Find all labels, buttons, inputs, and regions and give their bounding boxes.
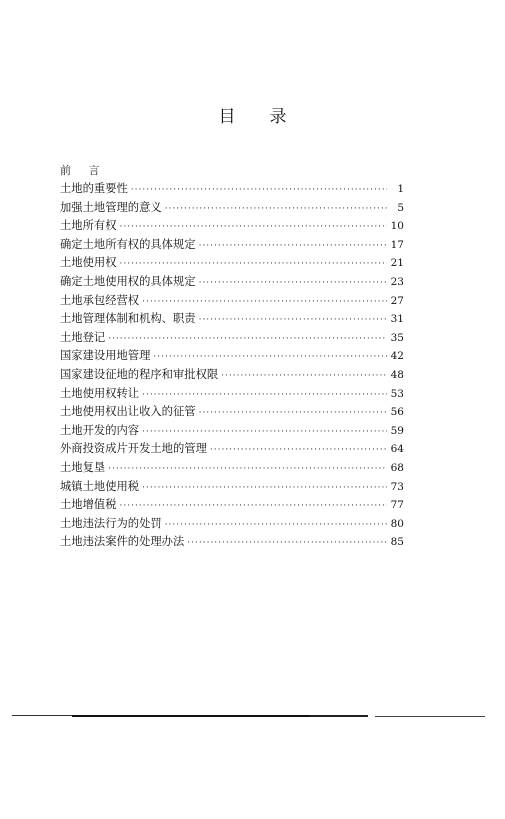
toc-entry [60,366,404,385]
toc-entry [60,385,404,404]
toc-entry-label: 土地使用权转让 [60,386,140,400]
toc-entry-label: 土地所有权 [60,219,117,233]
toc-entry [60,310,404,329]
toc-entry-page: 53 [390,387,404,400]
toc-entry-page: 10 [390,220,404,233]
toc-leader-dots [142,423,387,442]
toc-entry [60,329,404,348]
toc-entry-label: 土地使用权 [60,256,117,270]
toc-leader-dots [120,255,388,274]
toc-leader-dots [221,367,387,386]
toc-entry [60,403,404,422]
bottom-rule-segment [72,715,310,717]
toc-entry [60,478,404,497]
page-title [0,102,505,127]
toc-leader-dots [108,460,387,479]
toc-entry-label: 土地使用权出让收入的征管 [60,405,196,419]
toc-entry-page: 35 [390,331,404,344]
toc-entry-page: 68 [390,461,404,474]
toc-entry [60,422,404,441]
toc-leader-dots [142,293,387,312]
toc-entry-page: 80 [390,517,404,530]
toc-leader-dots [210,441,387,460]
toc-entry-page: 21 [390,257,404,270]
toc-entry-label: 土地承包经营权 [60,293,140,307]
toc-leader-dots [131,181,387,200]
toc-entry-label: 国家建设征地的程序和审批权限 [60,367,219,381]
toc-entry-label: 确定土地所有权的具体规定 [60,237,196,251]
toc-leader-dots [120,497,388,516]
bottom-rule-segment [375,716,485,717]
toc-entry [60,459,404,478]
toc-entry-label: 土地复垦 [60,460,106,474]
toc-entry-page: 85 [390,536,404,549]
toc-entry-label: 土地登记 [60,330,106,344]
toc-entry-page: 56 [390,406,404,419]
toc-entry [60,347,404,366]
table-of-contents [60,162,404,552]
title-char-left: 目 [218,107,236,127]
toc-entry-label: 土地开发的内容 [60,423,140,437]
toc-leader-dots [108,330,387,349]
toc-leader-dots [120,218,388,237]
toc-leader-dots [142,479,387,498]
toc-leader-dots [187,534,387,553]
bottom-rule-segment [12,715,72,716]
toc-entry-page: 23 [390,275,404,288]
toc-entry-label: 土地增值税 [60,498,117,512]
toc-entry-label: 加强土地管理的意义 [60,200,162,214]
toc-entry-page: 27 [390,294,404,307]
toc-leader-dots [199,404,387,423]
toc-entry [60,273,404,292]
toc-entry-label: 土地违法案件的处理办法 [60,535,185,549]
toc-entry-page: 48 [390,368,404,381]
toc-entry-label: 城镇土地使用税 [60,479,140,493]
toc-leader-dots [142,386,387,405]
toc-entry-page: 64 [390,443,404,456]
toc-entry [60,292,404,311]
toc-leader-dots [153,348,387,367]
toc-leader-dots [165,200,387,219]
toc-entry-page: 59 [390,424,404,437]
toc-entry [60,199,404,218]
toc-leader-dots [199,237,387,256]
toc-leader-dots [199,311,387,330]
toc-entry [60,515,404,534]
toc-entry-page: 73 [390,480,404,493]
toc-entry-page: 77 [390,499,404,512]
toc-entry-page: 42 [390,350,404,363]
toc-entry-page: 31 [390,313,404,326]
toc-entry [60,533,404,552]
toc-entry-label: 外商投资成片开发土地的管理 [60,442,207,456]
toc-entry-label: 土地的重要性 [60,182,128,195]
toc-entry [60,496,404,515]
toc-entry-label: 国家建设用地管理 [60,349,151,363]
toc-entry [60,254,404,273]
toc-entry [60,440,404,459]
toc-entry-list [60,180,404,552]
title-char-right: 录 [269,107,287,127]
toc-preface: 前 言 [60,164,107,177]
toc-entry-label: 土地违法行为的处罚 [60,516,162,530]
toc-leader-dots [165,516,387,535]
toc-entry-page: 17 [390,238,404,251]
toc-entry-page: 5 [397,201,404,214]
toc-entry [60,236,404,255]
bottom-rule-segment [310,715,368,717]
toc-entry [60,180,404,199]
toc-entry [60,217,404,236]
toc-entry-page: 1 [397,183,404,195]
toc-entry-label: 确定土地使用权的具体规定 [60,274,196,288]
toc-entry-label: 土地管理体制和机构、职责 [60,312,196,326]
toc-leader-dots [199,274,387,293]
